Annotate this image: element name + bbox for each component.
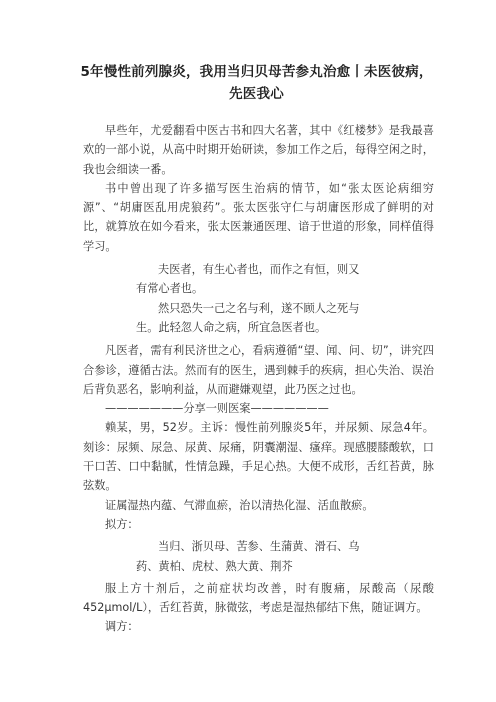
quote-block [83,260,434,337]
case-intro: 赖某，男，52岁。主诉：慢性前列腺炎5年，并尿频、尿急4年。刻诊：尿频、尿急、尿黄、尿痛，阴囊潮湿、瘙痒。现感腰膝酸软，口干口苦、口中黏腻，性情急躁，手足心热。大便不成形，舌红苔黄，脉弦数。 [83,421,434,493]
quote-line-2: 有常心者也。 [136,282,204,296]
article-title: 5年慢性前列腺炎，我用当归贝母苦参丸治愈丨未医彼病，先医我心 [80,64,433,102]
prescription-line-1: 当归、浙贝母、苦参、生蒲黄、滑石、乌 [158,540,360,554]
quote-line-4: 生。此轻忽人命之病，所宜急医者也。 [136,320,327,334]
adjust-label: 调方： [105,620,139,634]
paragraph-doctor-duty: 凡医者，需有利民济世之心，看病遵循“望、闻、问、切”，讲究四合参诊，遵循古法。然而有的医生，遇到棘手的疾病，担心失治、误治后背负恶名，影响利益，从而避嫌观望，此乃医之过也。 [83,344,434,396]
quote-line-3: 然只恐失一己之名与利，遂不顾人之死与 [158,301,360,315]
quote-line-1: 夫医者，有生心者也，而作之有恒，则又 [158,263,360,277]
paragraph-intro: 早些年，尤爱翻看中医古书和四大名著，其中《红楼梦》是我最喜欢的一部小说，从高中时期开始研读，参加工作之后，每得空闲之时，我也会细读一番。 [83,124,434,176]
article-body [83,121,434,637]
prescription-label: 拟方： [105,517,139,531]
paragraph-honglou: 书中曾出现了许多描写医生治病的情节，如“张太医论病细穷源”、“胡庸医乱用虎狼药”。张太医张守仁与胡庸医形成了鲜明的对比，就算放在如今看来，张太医兼通医理、谙于世道的形象，同样值得学习。 [83,181,434,253]
section-divider: ———————分享一则医案——————— [105,402,329,416]
case-diagnosis: 证属湿热内蕴、气滞血瘀，治以清热化湿、活血散瘀。 [105,498,374,512]
prescription-line-2: 药、黄柏、虎杖、熟大黄、荆芥 [136,559,293,573]
case-followup: 服上方十剂后，之前症状均改善，时有腹痛，尿酸高（尿酸452μmol/L），舌红苔黄，脉微弦，考虑是湿热郁结下焦，随证调方。 [83,581,434,615]
prescription-block [83,537,434,576]
